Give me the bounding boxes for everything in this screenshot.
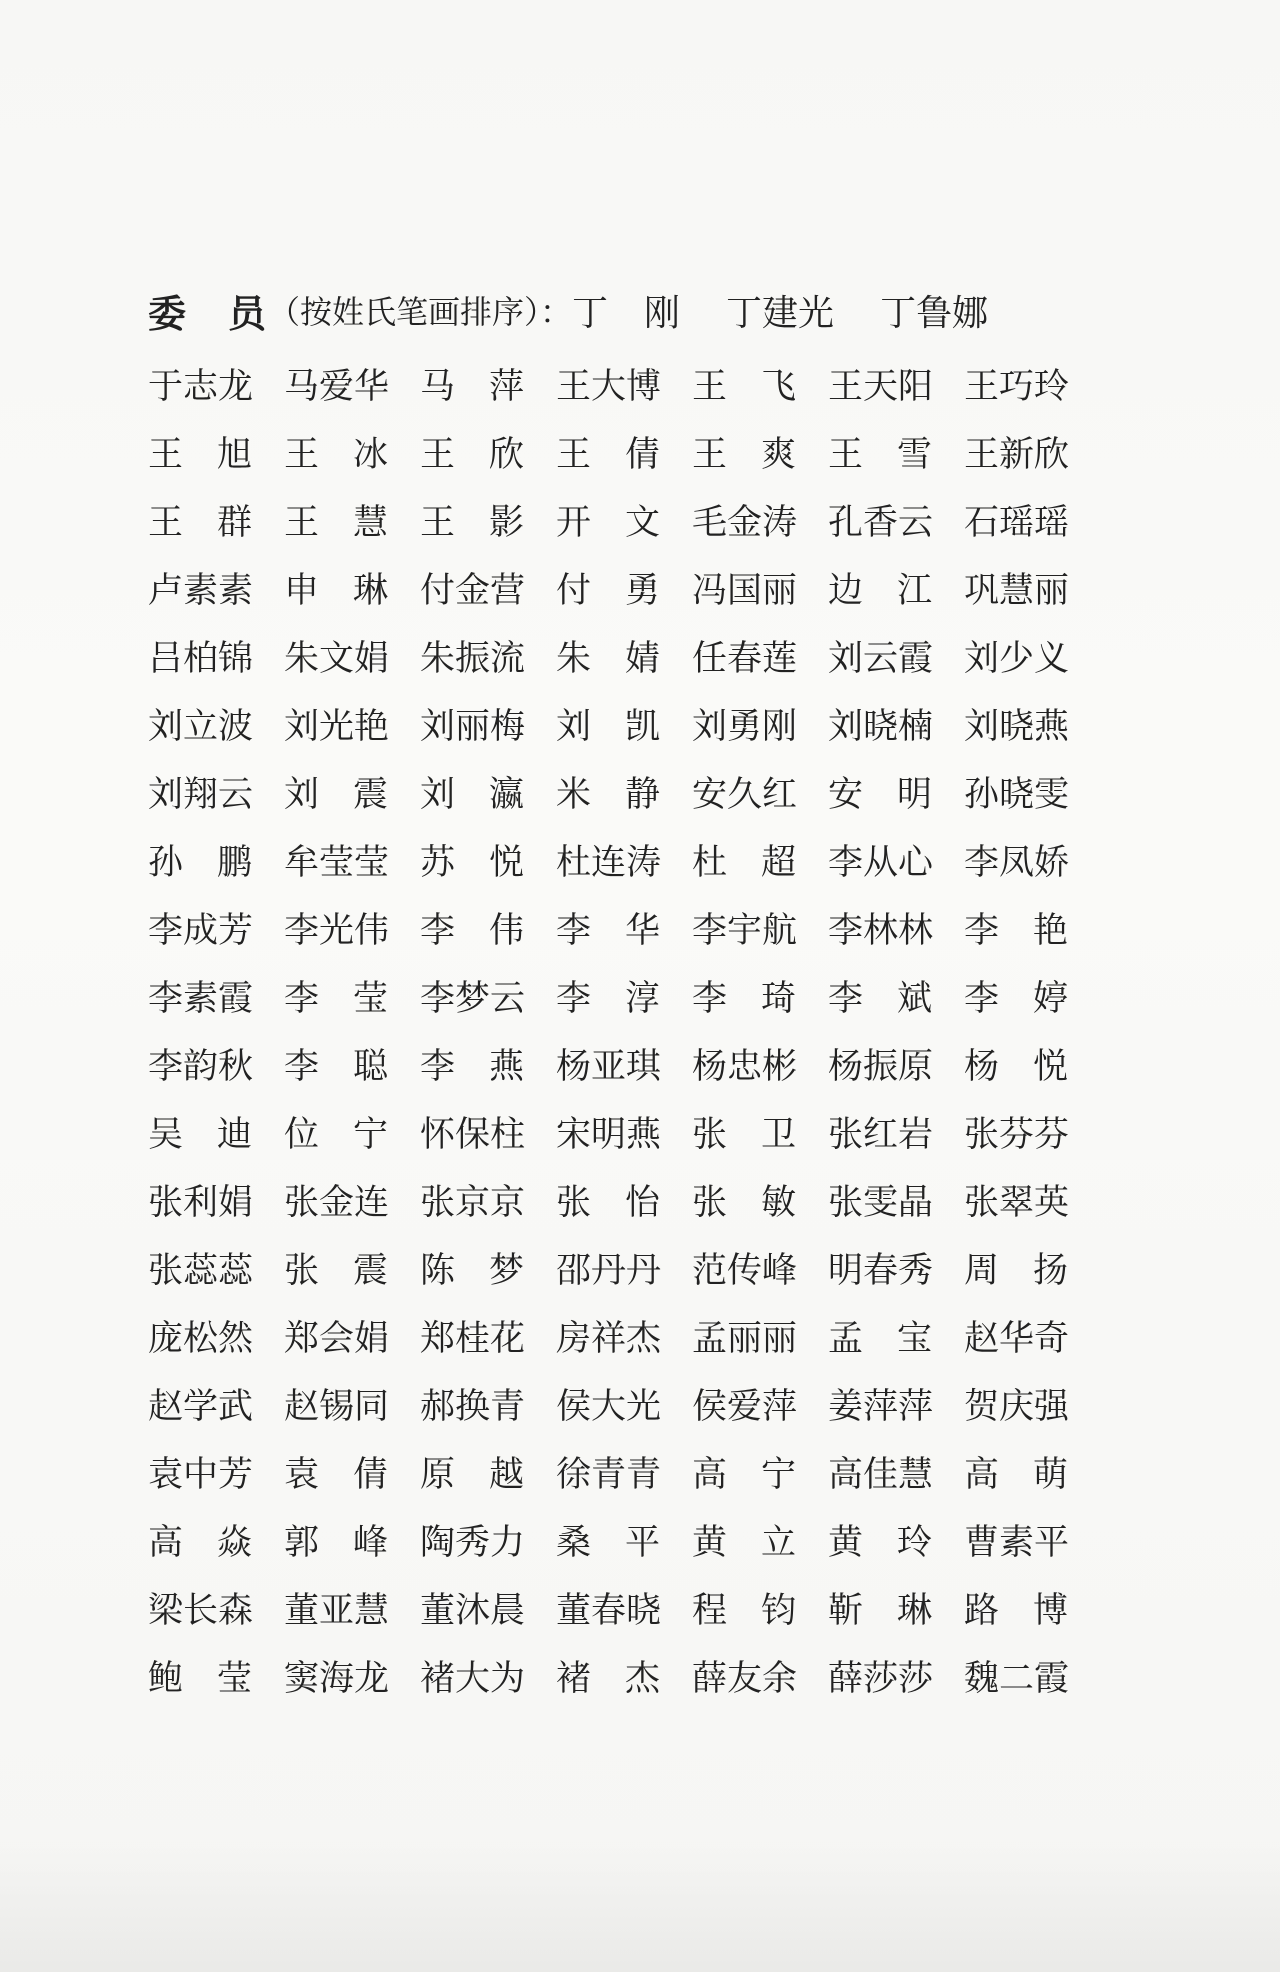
member-name: 袁 倩 (284, 1455, 388, 1495)
member-name: 李从心 (828, 843, 934, 883)
member-name: 王大博 (556, 367, 662, 407)
member-name: 姜萍萍 (828, 1387, 934, 1427)
member-name: 鲍 莹 (148, 1659, 252, 1699)
member-name: 李 聪 (284, 1047, 388, 1087)
member-name: 李宇航 (692, 911, 798, 951)
member-name: 褚 杰 (556, 1659, 660, 1699)
member-name: 付 勇 (556, 571, 660, 611)
member-name: 怀保柱 (420, 1115, 526, 1155)
member-name: 付金营 (420, 571, 526, 611)
member-name: 刘立波 (148, 707, 254, 747)
member-name: 孟丽丽 (692, 1319, 798, 1359)
member-name: 董亚慧 (284, 1591, 390, 1631)
member-name: 刘晓楠 (828, 707, 934, 747)
member-name: 郭 峰 (284, 1523, 388, 1563)
member-name: 黄 立 (692, 1523, 796, 1563)
member-name: 李 琦 (692, 979, 796, 1019)
member-name: 马爱华 (284, 367, 390, 407)
member-name: 刘 震 (284, 775, 388, 815)
member-name: 侯爱萍 (692, 1387, 798, 1427)
member-name: 袁中芳 (148, 1455, 254, 1495)
member-name: 郑桂花 (420, 1319, 526, 1359)
member-name: 刘少义 (964, 639, 1070, 679)
member-name: 安久红 (692, 775, 798, 815)
member-name: 王 倩 (556, 435, 660, 475)
member-name: 孙晓雯 (964, 775, 1070, 815)
member-name: 高 萌 (964, 1455, 1068, 1495)
member-name: 孔香云 (828, 503, 934, 543)
member-name: 靳 琳 (828, 1591, 932, 1631)
member-name: 位 宁 (284, 1115, 388, 1155)
member-name: 丁建光 (726, 292, 835, 334)
member-names-grid (148, 350, 1148, 1710)
header-names (572, 285, 1034, 336)
member-name: 李素霞 (148, 979, 254, 1019)
member-name: 李林林 (828, 911, 934, 951)
member-name: 贺庆强 (964, 1387, 1070, 1427)
member-name: 刘 瀛 (420, 775, 524, 815)
member-name: 张蕊蕊 (148, 1251, 254, 1291)
member-name: 李光伟 (284, 911, 390, 951)
member-name: 杜 超 (692, 843, 796, 883)
member-name: 高 焱 (148, 1523, 252, 1563)
member-name: 王天阳 (828, 367, 934, 407)
member-name: 丁 刚 (572, 292, 681, 334)
member-name: 张利娟 (148, 1183, 254, 1223)
member-name: 原 越 (420, 1455, 524, 1495)
member-name: 范传峰 (692, 1251, 798, 1291)
member-name: 薛友余 (692, 1659, 798, 1699)
member-name: 董春晓 (556, 1591, 662, 1631)
member-name: 侯大光 (556, 1387, 662, 1427)
member-name: 孟 宝 (828, 1319, 932, 1359)
member-name: 王 慧 (284, 503, 388, 543)
member-name: 刘 凯 (556, 707, 660, 747)
member-name: 张翠英 (964, 1183, 1070, 1223)
member-name: 苏 悦 (420, 843, 524, 883)
member-name: 吕柏锦 (148, 639, 254, 679)
member-name: 李成芳 (148, 911, 254, 951)
member-name: 王 雪 (828, 435, 932, 475)
member-name: 高佳慧 (828, 1455, 934, 1495)
member-name: 陶秀力 (420, 1523, 526, 1563)
member-name: 刘丽梅 (420, 707, 526, 747)
member-name: 赵锡同 (284, 1387, 390, 1427)
member-name: 程 钧 (692, 1591, 796, 1631)
member-name: 张 卫 (692, 1115, 796, 1155)
member-name: 杨 悦 (964, 1047, 1068, 1087)
member-name: 杨亚琪 (556, 1047, 662, 1087)
committee-header (148, 280, 1148, 340)
member-name: 张 怡 (556, 1183, 660, 1223)
member-name: 宋明燕 (556, 1115, 662, 1155)
member-name: 徐青青 (556, 1455, 662, 1495)
member-name: 米 静 (556, 775, 660, 815)
member-name: 赵华奇 (964, 1319, 1070, 1359)
member-name: 窦海龙 (284, 1659, 390, 1699)
member-name: 张 敏 (692, 1183, 796, 1223)
member-name: 赵学武 (148, 1387, 254, 1427)
member-name: 张芬芬 (964, 1115, 1070, 1155)
member-name: 吴 迪 (148, 1115, 252, 1155)
member-name: 张 震 (284, 1251, 388, 1291)
member-name: 杨忠彬 (692, 1047, 798, 1087)
member-name: 陈 梦 (420, 1251, 524, 1291)
member-name: 李凤娇 (964, 843, 1070, 883)
member-name: 庞松然 (148, 1319, 254, 1359)
member-name: 郑会娟 (284, 1319, 390, 1359)
member-name: 朱 婧 (556, 639, 660, 679)
member-name: 李韵秋 (148, 1047, 254, 1087)
member-name: 邵丹丹 (556, 1251, 662, 1291)
member-name: 王新欣 (964, 435, 1070, 475)
member-name: 黄 玲 (828, 1523, 932, 1563)
member-name: 王 群 (148, 503, 252, 543)
member-name: 刘勇刚 (692, 707, 798, 747)
member-name: 王 冰 (284, 435, 388, 475)
member-name: 冯国丽 (692, 571, 798, 611)
member-name: 李 淳 (556, 979, 660, 1019)
member-name: 李 婷 (964, 979, 1068, 1019)
member-name: 李 艳 (964, 911, 1068, 951)
member-name: 王巧玲 (964, 367, 1070, 407)
member-name: 薛莎莎 (828, 1659, 934, 1699)
member-name: 卢素素 (148, 571, 254, 611)
member-name: 刘晓燕 (964, 707, 1070, 747)
member-name: 王 影 (420, 503, 524, 543)
member-name: 梁长森 (148, 1591, 254, 1631)
member-name: 张金连 (284, 1183, 390, 1223)
member-name: 董沐晨 (420, 1591, 526, 1631)
member-name: 郝换青 (420, 1387, 526, 1427)
member-name: 李 斌 (828, 979, 932, 1019)
member-name: 路 博 (964, 1591, 1068, 1631)
member-name: 孙 鹏 (148, 843, 252, 883)
member-name: 房祥杰 (556, 1319, 662, 1359)
member-name: 周 扬 (964, 1251, 1068, 1291)
member-name: 开 文 (556, 503, 660, 543)
member-name: 朱振流 (420, 639, 526, 679)
member-name: 王 爽 (692, 435, 796, 475)
member-name: 牟莹莹 (284, 843, 390, 883)
member-name: 王 飞 (692, 367, 796, 407)
member-name: 李 华 (556, 911, 660, 951)
member-name: 张雯晶 (828, 1183, 934, 1223)
member-name: 刘云霞 (828, 639, 934, 679)
member-name: 巩慧丽 (964, 571, 1070, 611)
member-name: 杜连涛 (556, 843, 662, 883)
member-name: 丁鲁娜 (880, 292, 989, 334)
member-name: 杨振原 (828, 1047, 934, 1087)
page-shadow (0, 1832, 1280, 1972)
member-name: 李 伟 (420, 911, 524, 951)
member-name: 朱文娟 (284, 639, 390, 679)
member-name: 刘光艳 (284, 707, 390, 747)
member-name: 褚大为 (420, 1659, 526, 1699)
member-name: 张红岩 (828, 1115, 934, 1155)
member-name: 李梦云 (420, 979, 526, 1019)
member-name: 石瑶瑶 (964, 503, 1070, 543)
member-name: 王 旭 (148, 435, 252, 475)
member-name: 张京京 (420, 1183, 526, 1223)
members-label: 委 员 (148, 290, 269, 336)
member-name: 明春秀 (828, 1251, 934, 1291)
member-name: 于志龙 (148, 367, 254, 407)
member-name: 王 欣 (420, 435, 524, 475)
member-name: 李 莹 (284, 979, 388, 1019)
member-name: 马 萍 (420, 367, 524, 407)
member-name: 申 琳 (284, 571, 388, 611)
member-name: 安 明 (828, 775, 932, 815)
member-name: 桑 平 (556, 1523, 660, 1563)
ordering-note: （按姓氏笔画排序）： (268, 293, 573, 331)
member-name: 李 燕 (420, 1047, 524, 1087)
member-name: 毛金涛 (692, 503, 798, 543)
member-name: 边 江 (828, 571, 932, 611)
member-name: 刘翔云 (148, 775, 254, 815)
member-name: 曹素平 (964, 1523, 1070, 1563)
member-name: 魏二霞 (964, 1659, 1070, 1699)
member-name: 任春莲 (692, 639, 798, 679)
member-name: 高 宁 (692, 1455, 796, 1495)
